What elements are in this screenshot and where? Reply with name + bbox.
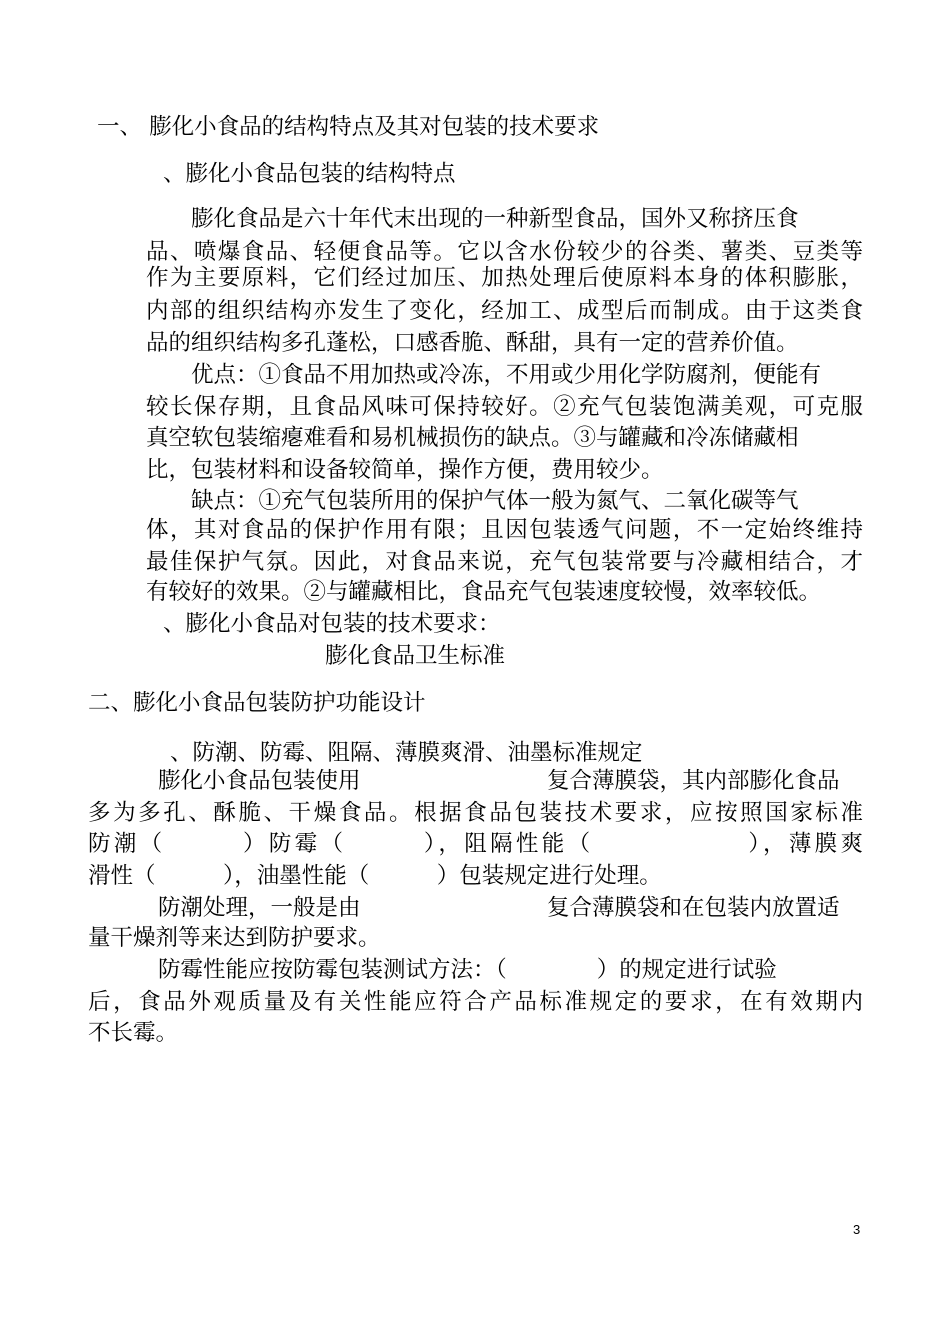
paragraph-3-line-1b: 复合薄膜袋和在包装内放置适: [547, 895, 840, 921]
subsection-1-heading: 、膨化小食品包装的结构特点: [163, 161, 456, 187]
paragraph-2-line-3: 防潮（ ）防霉（ ），阻隔性能（ ），薄膜爽: [88, 831, 863, 857]
paragraph-1-line-2: 品、喷爆食品、轻便食品等。它以含水份较少的谷类、薯类、豆类等: [146, 239, 863, 265]
paragraph-2-line-4: 滑性（ ），油墨性能（ ）包装规定进行处理。: [88, 863, 662, 889]
section-2-subheading: 、防潮、防霉、阻隔、薄膜爽滑、油墨标准规定: [170, 740, 643, 766]
paragraph-4-line-1: 防霉性能应按防霉包装测试方法：（ ）的规定进行试验: [158, 957, 777, 983]
paragraph-2-line-2: 多为多孔、酥脆、干燥食品。根据食品包装技术要求，应按照国家标准: [88, 800, 863, 826]
paragraph-3-line-1a: 防潮处理，一般是由: [158, 895, 361, 921]
advantages-line-3: 真空软包装缩瘪难看和易机械损伤的缺点。③与罐藏和冷冻储藏相: [146, 425, 799, 451]
paragraph-2-line-1a: 膨化小食品包装使用: [158, 768, 361, 794]
standard-title: 膨化食品卫生标准: [325, 643, 506, 669]
disadvantages-line-2: 体，其对食品的保护作用有限；且因包装透气问题，不一定始终维持: [146, 517, 863, 543]
section-1-heading: 一、 膨化小食品的结构特点及其对包装的技术要求: [97, 114, 600, 140]
paragraph-4-line-3: 不长霉。: [88, 1020, 179, 1046]
paragraph-3-line-2: 量干燥剂等来达到防护要求。: [88, 925, 381, 951]
disadvantages-line-1: 缺点：①充气包装所用的保护气体一般为氮气、二氧化碳等气: [191, 488, 799, 514]
advantages-line-4: 比，包装材料和设备较简单，操作方便，费用较少。: [146, 457, 664, 483]
section-2-heading: 二、膨化小食品包装防护功能设计: [88, 690, 426, 716]
advantages-line-1: 优点：①食品不用加热或冷冻，不用或少用化学防腐剂，便能有: [191, 362, 822, 388]
page-number: 3: [853, 1222, 861, 1237]
subsection-2-heading: 、膨化小食品对包装的技术要求：: [163, 611, 501, 637]
disadvantages-line-4: 有较好的效果。②与罐藏相比，食品充气包装速度较慢，效率较低。: [146, 579, 822, 605]
paragraph-1-line-1: 膨化食品是六十年代末出现的一种新型食品，国外又称挤压食: [191, 206, 799, 232]
paragraph-1-line-5: 品的组织结构多孔蓬松，口感香脆、酥甜，具有一定的营养价值。: [146, 330, 799, 356]
disadvantages-line-3: 最佳保护气氛。因此，对食品来说，充气包装常要与冷藏相结合，才: [146, 549, 863, 575]
paragraph-1-line-3: 作为主要原料，它们经过加压、加热处理后使原料本身的体积膨胀，: [146, 265, 863, 291]
paragraph-2-line-1b: 复合薄膜袋，其内部膨化食品: [547, 768, 840, 794]
advantages-line-2: 较长保存期，且食品风味可保持较好。②充气包装饱满美观，可克服: [146, 394, 863, 420]
paragraph-1-line-4: 内部的组织结构亦发生了变化，经加工、成型后而制成。由于这类食: [146, 298, 863, 324]
paragraph-4-line-2: 后，食品外观质量及有关性能应符合产品标准规定的要求，在有效期内: [88, 989, 863, 1015]
